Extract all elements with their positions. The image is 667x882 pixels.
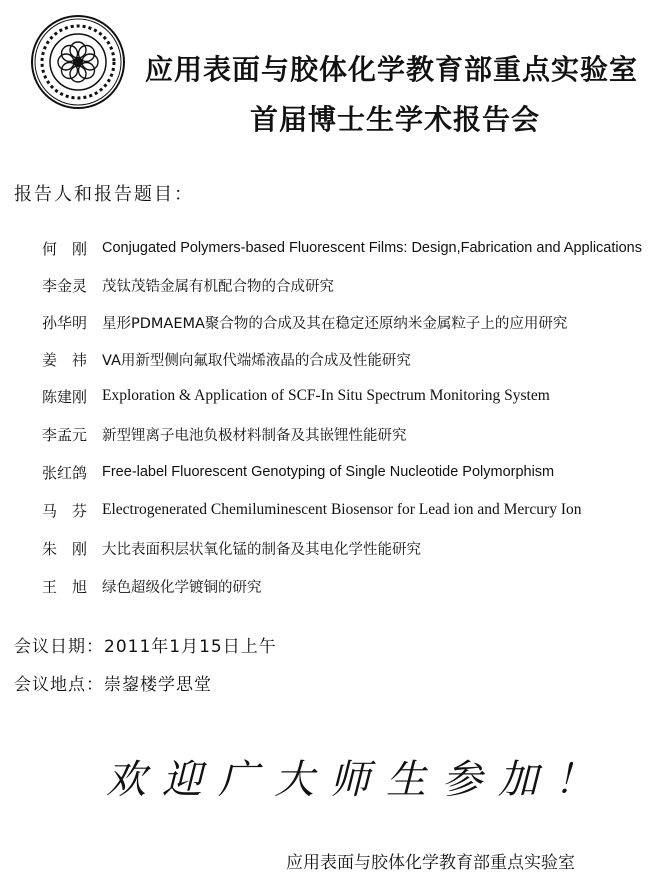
speaker-row — [42, 273, 334, 297]
speaker-row — [42, 347, 411, 371]
speaker-name: 陈建刚 — [42, 387, 88, 406]
university-seal-icon — [30, 14, 126, 110]
footer-organizer: 应用表面与胶体化学教育部重点实验室 — [286, 853, 575, 873]
page-subtitle: 首届博士生学术报告会 — [250, 103, 541, 136]
speaker-name: 李孟元 — [42, 425, 88, 444]
speaker-name: 朱 刚 — [42, 539, 88, 558]
speaker-name: 李金灵 — [42, 276, 88, 295]
speaker-row — [42, 536, 421, 560]
speaker-row — [42, 574, 262, 598]
meeting-date: 会议日期：2011年1月15日上午 — [14, 637, 277, 657]
speaker-topic: 大比表面积层状氧化锰的制备及其电化学性能研究 — [102, 541, 421, 558]
speaker-name: 张红鸽 — [42, 463, 88, 482]
welcome-message: 欢迎广大师生参加！ — [106, 757, 610, 803]
seal-graphic — [30, 14, 126, 110]
speaker-topic: Electrogenerated Chemiluminescent Biosensor for Lead ion and Mercury Ion — [102, 501, 582, 518]
speaker-topic: Free-label Fluorescent Genotyping of Single Nucleotide Polymorphism — [102, 464, 555, 480]
page-title: 应用表面与胶体化学教育部重点实验室 — [145, 53, 639, 86]
speaker-row — [42, 384, 550, 408]
speaker-name: 马 芬 — [42, 501, 88, 520]
speaker-topic: 新型锂离子电池负极材料制备及其嵌锂性能研究 — [102, 427, 407, 444]
speaker-row — [42, 460, 554, 484]
speaker-topic: 绿色超级化学镀铜的研究 — [102, 579, 262, 596]
speakers-heading: 报告人和报告题目： — [14, 184, 194, 205]
speaker-name: 孙华明 — [42, 313, 88, 332]
speaker-row — [42, 422, 407, 446]
speaker-topic: Exploration & Application of SCF-In Situ Spectrum Monitoring System — [102, 387, 550, 404]
speaker-name: 何 刚 — [42, 239, 88, 258]
speaker-topic: 星形PDMAEMA聚合物的合成及其在稳定还原纳米金属粒子上的应用研究 — [102, 315, 568, 332]
speaker-name: 王 旭 — [42, 577, 88, 596]
meeting-place: 会议地点：崇鋆楼学思堂 — [14, 675, 212, 695]
speaker-topic: 茂钛茂锆金属有机配合物的合成研究 — [102, 278, 334, 295]
speaker-row — [42, 498, 581, 522]
speaker-topic: VA用新型侧向氟取代端烯液晶的合成及性能研究 — [102, 352, 411, 369]
speaker-row — [42, 310, 567, 334]
speaker-row — [42, 236, 642, 260]
speaker-name: 姜 祎 — [42, 350, 88, 369]
speaker-topic: Conjugated Polymers-based Fluorescent Films: Design,Fabrication and Applications — [102, 240, 642, 256]
